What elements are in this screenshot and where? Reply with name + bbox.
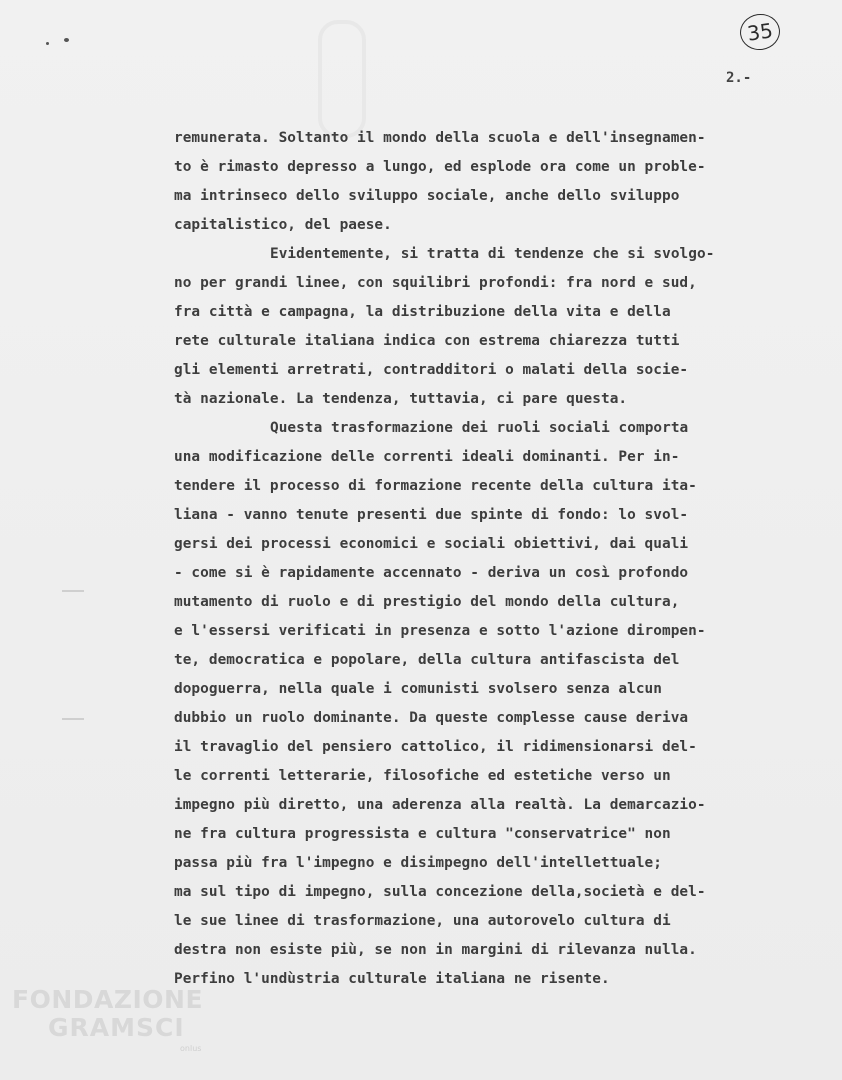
text-line: passa più fra l'impegno e disimpegno dell'intellettuale; [174, 855, 662, 871]
text-line: capitalistico, del paese. [174, 217, 392, 233]
text-line: e l'essersi verificati in presenza e sotto l'azione dirompen- [174, 623, 706, 639]
text-line: to è rimasto depresso a lungo, ed esplode ora come un proble- [174, 159, 706, 175]
text-line: fra città e campagna, la distribuzione della vita e della [174, 304, 671, 320]
text-line: dopoguerra, nella quale i comunisti svolsero senza alcun [174, 681, 662, 697]
text-line: gersi dei processi economici e sociali obiettivi, dai quali [174, 536, 689, 552]
text-line: gli elementi arretrati, contradditori o malati della socie- [174, 362, 689, 378]
text-line: tendere il processo di formazione recente della cultura ita- [174, 478, 697, 494]
text-line: - come si è rapidamente accennato - deriva un così profondo [174, 565, 689, 581]
text-line: liana - vanno tenute presenti due spinte di fondo: lo svol- [174, 507, 689, 523]
foundation-watermark [12, 985, 204, 1053]
text-line: remunerata. Soltanto il mondo della scuola e dell'insegnamen- [174, 130, 706, 146]
ink-speck [46, 42, 49, 45]
bleed-through-mark [318, 20, 366, 138]
text-line: mutamento di ruolo e di prestigio del mondo della cultura, [174, 594, 680, 610]
ink-speck [64, 38, 69, 42]
text-line: impegno più diretto, una aderenza alla realtà. La demarcazio- [174, 797, 706, 813]
text-line: ma sul tipo di impegno, sulla concezione della,società e del- [174, 884, 706, 900]
watermark-line-2: GRAMSCI [48, 1013, 185, 1042]
text-line: tà nazionale. La tendenza, tuttavia, ci pare questa. [174, 391, 628, 407]
text-line: dubbio un ruolo dominante. Da queste complesse cause deriva [174, 710, 689, 726]
text-line: destra non esiste più, se non in margini di rilevanza nulla. [174, 942, 697, 958]
text-line: le correnti letterarie, filosofiche ed estetiche verso un [174, 768, 671, 784]
archive-page-mark: 35 [738, 11, 783, 52]
watermark-subtitle: onlus [180, 1044, 202, 1053]
page-number: 2.- [726, 70, 752, 86]
text-line: il travaglio del pensiero cattolico, il ridimensionarsi del- [174, 739, 697, 755]
text-line: Perfino l'undùstria culturale italiana ne risente. [174, 971, 610, 987]
text-line: te, democratica e popolare, della cultura antifascista del [174, 652, 680, 668]
text-line: no per grandi linee, con squilibri profondi: fra nord e sud, [174, 275, 697, 291]
watermark-line-1: FONDAZIONE [12, 985, 204, 1014]
typewritten-body [174, 124, 794, 994]
margin-mark [62, 718, 84, 720]
margin-mark [62, 590, 84, 592]
paragraph-start-line: Questa trasformazione dei ruoli sociali comporta [270, 420, 689, 436]
text-line: ma intrinseco dello sviluppo sociale, anche dello sviluppo [174, 188, 680, 204]
text-line: le sue linee di trasformazione, una autorovelo cultura di [174, 913, 671, 929]
paragraph-start-line: Evidentemente, si tratta di tendenze che si svolgo- [270, 246, 715, 262]
text-line: rete culturale italiana indica con estrema chiarezza tutti [174, 333, 680, 349]
text-line: ne fra cultura progressista e cultura "conservatrice" non [174, 826, 671, 842]
text-line: una modificazione delle correnti ideali dominanti. Per in- [174, 449, 680, 465]
